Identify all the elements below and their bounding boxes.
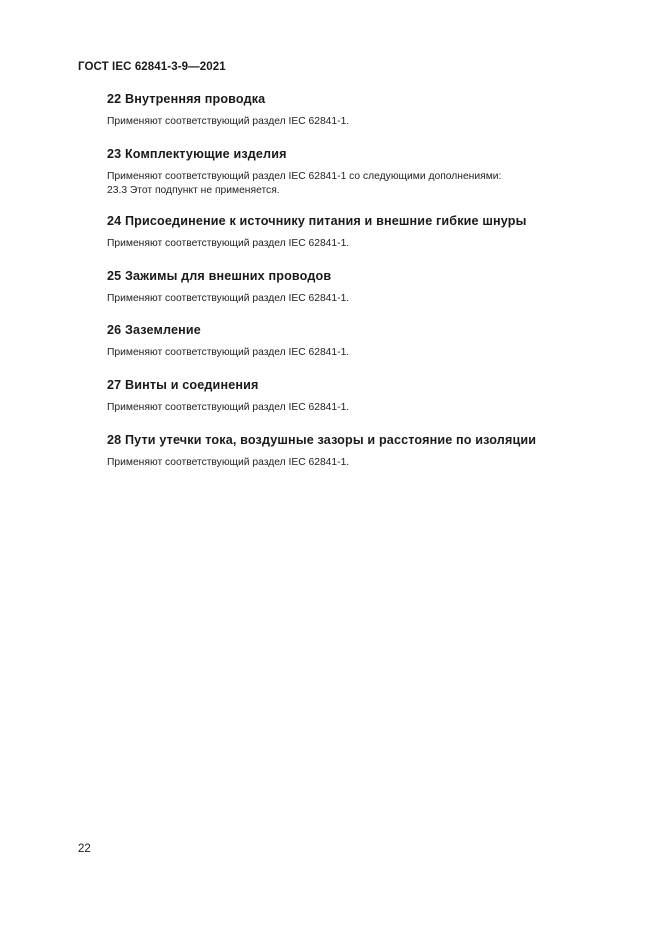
section-text: Применяют соответствующий раздел IEC 62841-1. [107,293,350,304]
section-body [107,170,627,198]
section-27 [107,377,627,415]
section-title: 24 Присоединение к источнику питания и внешние гибкие шнуры [107,214,527,228]
page-number: 22 [78,843,91,855]
section-26 [107,322,627,360]
section-title: 22 Внутренняя проводка [107,92,266,106]
section-body [107,237,627,251]
section-text: Применяют соответствующий раздел IEC 62841-1. [107,116,350,127]
section-title: 28 Пути утечки тока, воздушные зазоры и расстояние по изоляции [107,433,537,447]
section-title: 25 Зажимы для внешних проводов [107,269,332,283]
section-25 [107,268,627,306]
section-text: Применяют соответствующий раздел IEC 62841-1. [107,347,350,358]
section-text: Применяют соответствующий раздел IEC 62841-1. [107,402,350,413]
section-body [107,115,627,129]
section-title: 26 Заземление [107,323,201,337]
section-text: Применяют соответствующий раздел IEC 62841-1 со следующими дополнениями: [107,171,502,182]
section-24 [107,213,627,251]
section-body [107,346,627,360]
section-text: 23.3 Этот подпункт не применяется. [107,185,280,196]
section-title: 27 Винты и соединения [107,378,259,392]
section-22 [107,91,627,129]
section-23 [107,146,627,198]
section-body [107,456,627,470]
section-text: Применяют соответствующий раздел IEC 62841-1. [107,457,350,468]
section-body [107,401,627,415]
section-body [107,292,627,306]
section-28 [107,432,627,470]
page-header-standard-id: ГОСТ IEC 62841-3-9—2021 [78,61,226,73]
section-title: 23 Комплектующие изделия [107,147,287,161]
section-text: Применяют соответствующий раздел IEC 62841-1. [107,238,350,249]
